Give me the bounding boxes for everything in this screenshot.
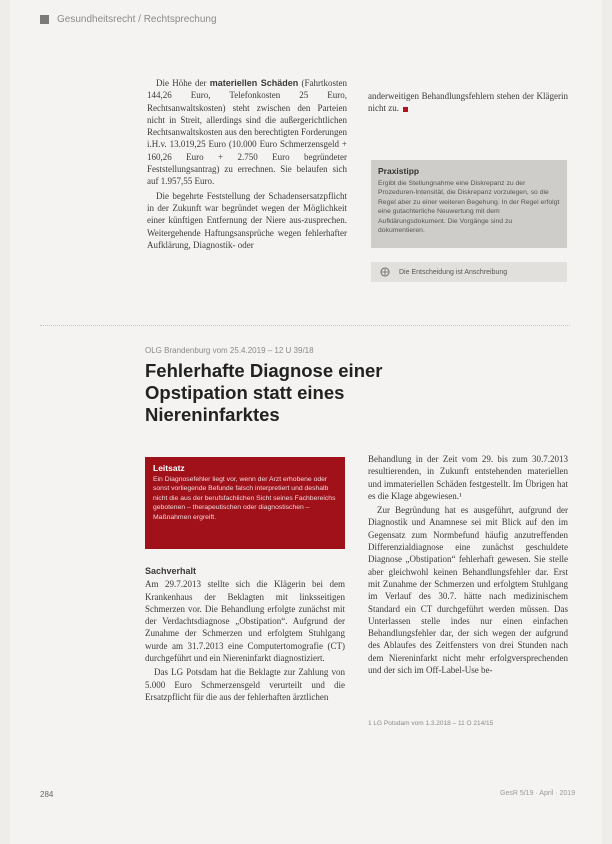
footnote: 1 LG Potsdam vom 1.3.2018 – 11 O 214/15	[368, 720, 494, 727]
decision-link[interactable]	[371, 262, 567, 282]
page-number: 284	[40, 790, 54, 799]
running-header	[40, 14, 217, 25]
paragraph: Die Höhe der materiellen Schäden (Fahrtkosten 144,26 Euro, Telefonkosten 25 Euro, Rechtsanwaltskosten) steht zwischen den Parteien nicht in Streit, allerdings sind die außergerichtlichen Rechtsanwaltskosten aus den berechtigten Forderungen i.H.v. 13.019,25 Euro (10.000 Euro Schmerzensgeld + 160,26 Euro + 2.750 Euro begründeter Feststellungsantrag) zu errechnen. Sie belaufen sich auf 1.957,55 Euro.	[147, 78, 347, 187]
bold-term: materiellen Schäden	[209, 78, 299, 88]
paragraph: Die begehrte Feststellung der Schadensersatzpflicht in der Zukunft war begründet wegen der Möglichkeit einer künftigen Entfernung der Niere aus-zusprechen. Weitergehende Haftungsansprüche wegen fehlerhafter Aufklärung, Diagnostik- oder	[147, 190, 347, 250]
leitsatz-body: Ein Diagnosefehler liegt vor, wenn der Arzt erhobene oder sonst vorliegende Befunde falsch interpretiert und deshalb nicht die aus der berufsfachlichen Sicht seines Fachbereichs gebotenen – therapeutischen oder diagnostischen – Maßnahmen ergreift.	[153, 476, 336, 521]
decision-link-label: Die Entscheidung ist Anschreibung	[399, 268, 508, 276]
end-mark-icon	[403, 107, 408, 112]
sachverhalt-column	[145, 565, 345, 705]
header-square-icon	[40, 15, 49, 24]
section-divider	[40, 325, 570, 326]
paragraph: Behandlung in der Zeit vom 29. bis zum 30.7.2013 resultierenden, in Zukunft entstehenden materiellen und immateriellen Schäden festgestellt. Im Übrigen hat es die Klage abgewiesen.¹	[368, 454, 568, 501]
header-section-label: Gesundheitsrecht / Rechtsprechung	[57, 14, 217, 25]
article-headline: Fehlerhafte Diagnose einer Opstipation statt eines Niereninfarktes	[145, 360, 383, 425]
leitsatz-title: Leitsatz	[153, 463, 185, 473]
praxistipp-body: Ergibt die Stellungnahme eine Diskrepanz zu der Prozeduren-Intensität, die Diskrepanz vorzulegen, so die Regel aber zu einer weiteren Begehung. In der Regel erfolgt eine gutachterliche Neuwertung mit dem Aufklärungsdokument. Die Vorgänge sind zu dokumentieren.	[378, 180, 560, 235]
link-icon	[379, 267, 391, 277]
paragraph: Am 29.7.2013 stellte sich die Klägerin bei dem Krankenhaus der Beklagten mit linksseitigen Schmerzen vor. Die Behandlung erfolgte zunächst mit der Verdachtsdiagnose „Obstipation“. Aufgrund der Zunahme der Schmerzen und erfolgtem Stuhlgang wurde am 31.7.2013 eine Computertomografie (CT) durchgeführt und ein Niereninfarkt diagnostiziert.	[145, 579, 345, 664]
leitsatz-box	[145, 457, 345, 549]
paragraph: Das LG Potsdam hat die Beklagte zur Zahlung von 5.000 Euro Schmerzensgeld verurteilt und die Ersatzpflicht für die aus der fehlerhaften ärztlichen	[145, 667, 345, 702]
praxistipp-box	[371, 160, 567, 248]
right-body-column	[368, 453, 568, 678]
journal-footer: GesR 5/19 · April · 2019	[500, 790, 576, 797]
paragraph: anderweitigen Behandlungsfehlern stehen der Klägerin nicht zu.	[368, 91, 568, 114]
sachverhalt-heading: Sachverhalt	[145, 566, 197, 576]
praxistipp-title: Praxistipp	[378, 166, 420, 176]
paragraph: Zur Begründung hat es ausgeführt, aufgrund der Diagnostik und Anamnese sei mit Blick auf den im Gegensatz zum Normbefund häufig anzutreffenden Differenzialdiagnose eine zunächst geschuldete Diagnose „Obstipation“ fehlerhaft gewesen. Sie stelle aber gleichwohl keinen Behandlungsfehler dar. Erst mit Zunahme der Schmerzen und erfolgtem Stuhlgang im Verlauf des 30.7. hätte nach medizinischem Standard ein CT durchgeführt werden müssen. Das Unterlassen stelle indes nur einen einfachen Behandlungsfehler dar, der sich wegen der aufgrund des Ablaufes des Zeitfensters von drei Stunden nach dem Niereninfarkt nicht mehr erfolgversprechenden und der sich im Off-Label-Use be-	[368, 505, 568, 676]
top-right-column	[368, 90, 568, 117]
top-left-column	[147, 77, 347, 253]
decision-reference: OLG Brandenburg vom 25.4.2019 – 12 U 39/18	[145, 346, 314, 355]
